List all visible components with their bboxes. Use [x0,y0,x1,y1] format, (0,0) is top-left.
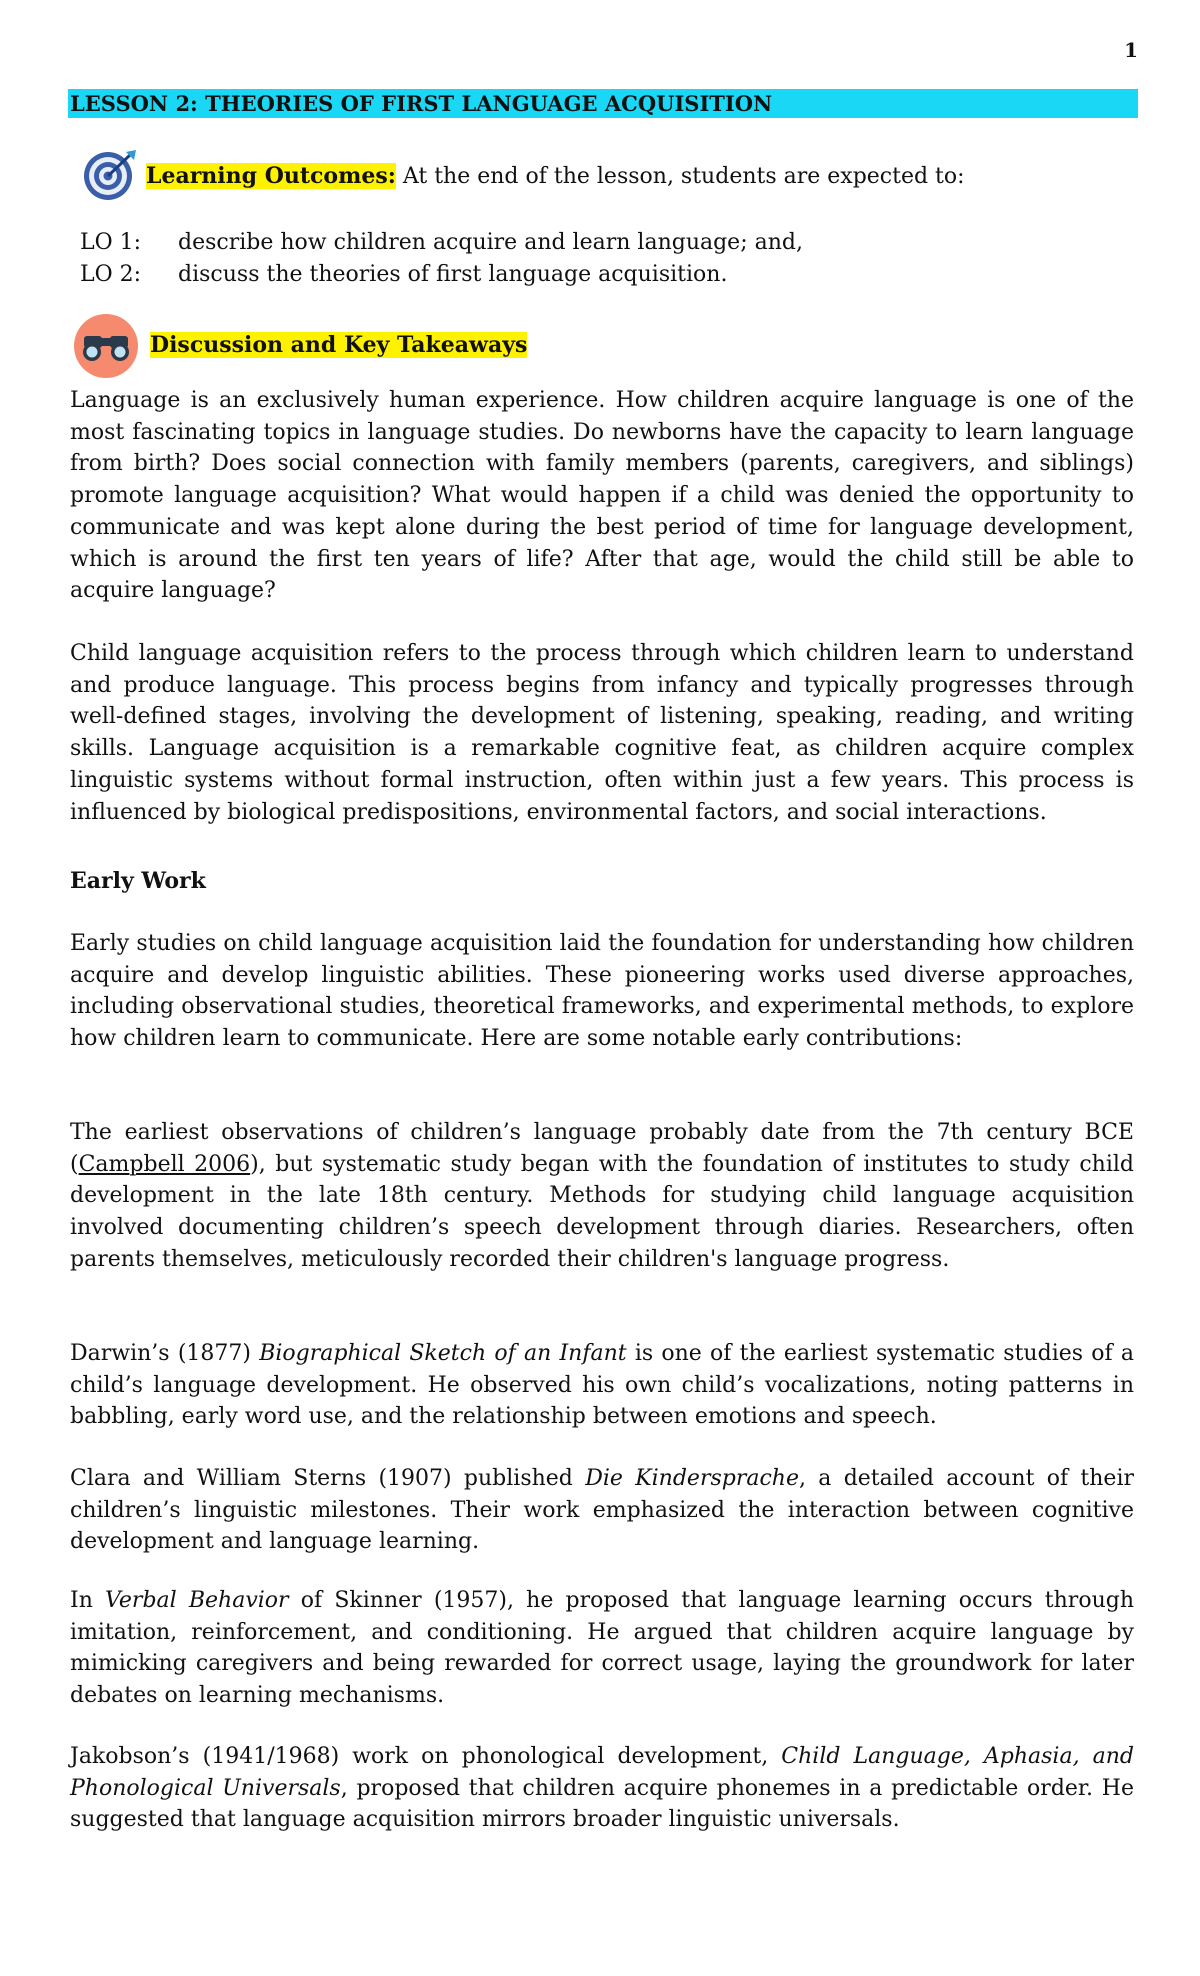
paragraph-darwin [70,1338,1134,1433]
page-number: 1 [1124,38,1138,62]
text-segment: In [70,1588,106,1613]
paragraph-earliest-observations [70,1117,1134,1276]
text-segment: , a detailed account of their children’s linguistic milestones. Their work emphasized the interaction between cognitive development and language learning. [70,1466,1135,1555]
work-title: Biographical Sketch of an Infant [259,1341,627,1366]
paragraph-jakobson [70,1741,1134,1836]
work-title: Child Language, Aphasia, and Phonological Universals [70,1744,1134,1801]
learning-outcome-2 [80,259,727,291]
paragraph-skinner [70,1585,1134,1712]
text-segment: Clara and William Sterns (1907) published [70,1466,586,1491]
lo-code: LO 1: [80,230,142,255]
section-heading-early-work: Early Work [70,868,206,894]
learning-outcomes-heading [146,160,966,193]
lesson-title: LESSON 2: THEORIES OF FIRST LANGUAGE ACQUISITION [68,89,1138,118]
citation-link[interactable]: Campbell 2006 [78,1151,251,1177]
paragraph-intro: Language is an exclusively human experience. How children acquire language is one of the most fascinating topics in language studies. Do newborns have the capacity to learn language from birth? Does social connection with family members (parents, caregivers, and siblings) promote language acquisition? What would happen if a child was denied the opportunity to communicate and was kept alone during the best period of time for language development, which is around the first ten years of life? After that age, would the child still be able to acquire language? [70,388,1134,604]
learning-outcomes-label: Learning Outcomes: [146,163,396,189]
paragraph-early-studies: Early studies on child language acquisition laid the foundation for understanding how children acquire and develop linguistic abilities. These pioneering works used diverse approaches, including observational studies, theoretical frameworks, and experimental methods, to explore how children learn to communicate. Here are some notable early contributions: [70,931,1134,1052]
work-title: Die Kindersprache [585,1466,799,1491]
lo-text: discuss the theories of first language acquisition. [178,262,728,287]
learning-outcome-1 [80,227,803,259]
text-segment: Darwin’s (1877) [70,1341,260,1366]
text-segment: ), but systematic study began with the foundation of institutes to study child development in the late 18th century. Methods for studying child language acquisition involved documenting children’s speech development through diaries. Researchers, often parents themselves, meticulously recorded their children's language progress. [70,1151,1134,1272]
text-segment: Jakobson’s (1941/1968) work on phonological development, [70,1744,782,1769]
learning-outcomes-text: At the end of the lesson, students are expected to: [395,164,965,189]
text-segment: , proposed that children acquire phonemes in a predictable order. He suggested that language acquisition mirrors broader linguistic universals. [70,1775,1134,1833]
lo-code: LO 2: [80,262,142,287]
target-icon [80,146,140,202]
discussion-heading [150,329,527,362]
paragraph-sterns [70,1463,1134,1558]
paragraph-definition: Child language acquisition refers to the process through which children learn to understand and produce language. This process begins from infancy and typically progresses through well-defined stages, involving the development of listening, speaking, reading, and writing skills. Language acquisition is a remarkable cognitive feat, as children acquire complex linguistic systems without formal instruction, often within just a few years. This process is influenced by biological predispositions, environmental factors, and social interactions. [70,641,1134,825]
text-segment: of Skinner (1957), he proposed that language learning occurs through imitation, reinforcement, and conditioning. He argued that children acquire language by mimicking caregivers and being rewarded for correct usage, laying the groundwork for later debates on learning mechanisms. [70,1588,1134,1709]
binoculars-icon [70,314,142,378]
discussion-heading-text: Discussion and Key Takeaways [150,332,528,358]
lo-text: describe how children acquire and learn language; and, [178,230,803,255]
text-segment: The earliest observations of children’s language probably date from the 7th century BCE ( [70,1120,1134,1177]
text-segment: is one of the earliest systematic studies of a child’s language development. He observed his own child’s vocalizations, noting patterns in babbling, early word use, and the relationship between emotions and speech. [70,1341,1134,1430]
work-title: Verbal Behavior [105,1588,289,1613]
